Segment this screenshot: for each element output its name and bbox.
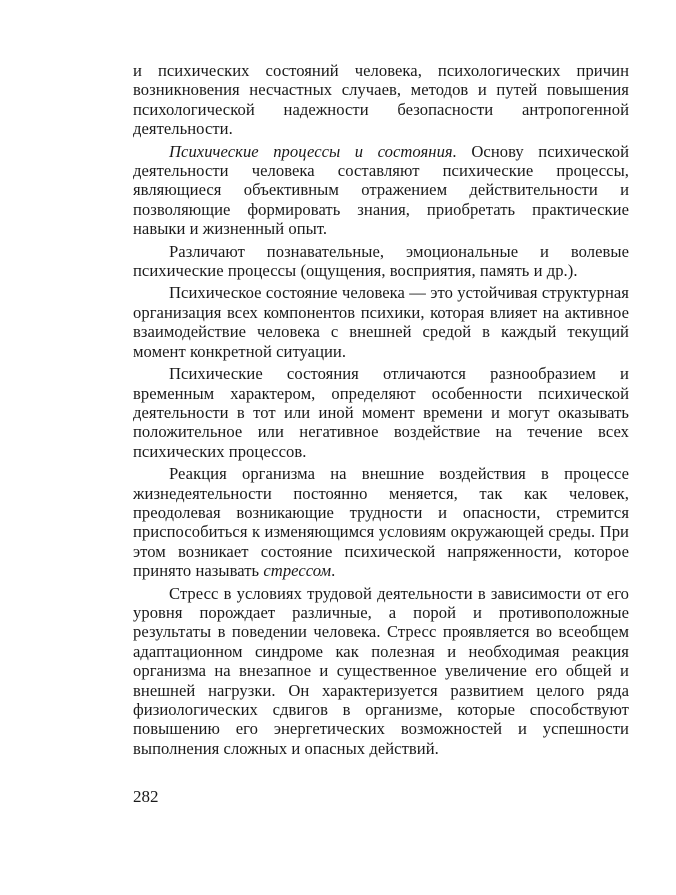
- paragraph-text: и психических состояний человека, психологических причин возникновения несчастных случаев, методов и путей повышения психологической надежности безопасности антропогенной деятельности.: [133, 61, 629, 139]
- paragraph-stress-effects: [133, 584, 629, 759]
- page-body: [133, 61, 629, 758]
- paragraph-psychic-processes: [133, 142, 629, 239]
- paragraph-end: .: [331, 561, 336, 581]
- paragraph-text: Психические состояния отличаются разнообразием и временным характером, определяют особенности психической деятельности в тот или иной момент времени и могут оказывать положительное или негативное воздействие на течение всех психических процессов.: [133, 364, 629, 461]
- paragraph-text: Стресс в условиях трудовой деятельности в зависимости от его уровня порождает различные, а порой и противоположные результаты в поведении человека. Стресс проявляется во всеобщем адаптационном синдроме как полезная и необходимая реакция организма на внезапное и существенное увеличение его общей и внешней нагрузки. Он характеризуется развитием целого ряда физиологических сдвигов в организме, которые способствуют повышению его энергетических возможностей и успешности выполнения сложных и опасных действий.: [133, 583, 629, 758]
- paragraph-stress-definition: [133, 464, 629, 580]
- paragraph-text: Психическое состояние человека — это устойчивая структурная организация всех компонентов психики, которая влияет на активное взаимодействие человека с внешней средой в каждый текущий момент конкретной ситуации.: [133, 283, 629, 361]
- paragraph-process-types: [133, 242, 629, 281]
- paragraph-psychic-state: [133, 283, 629, 361]
- stress-term-italic: стрессом: [263, 561, 332, 581]
- paragraph-text: Основу психической деятельности человека составляют психические процессы, являющиеся объективным отражением действительности и позволяющие формировать знания, приобретать практические навыки и жизненный опыт.: [133, 141, 629, 239]
- paragraph-continuation: [133, 61, 629, 139]
- section-heading-italic: Психические процессы и состояния.: [169, 141, 457, 161]
- paragraph-text: Различают познавательные, эмоциональные и волевые психические процессы (ощущения, восприятия, память и др.).: [133, 241, 629, 281]
- paragraph-state-features: [133, 364, 629, 461]
- page-number: 282: [133, 787, 159, 806]
- paragraph-text: Реакция организма на внешние воздействия в процессе жизнедеятельности постоянно меняется, так как человек, преодолевая возникающие трудности и опасности, стремится приспособиться к изменяющимся условиям окружающей среды. При этом возникает состояние психической напряженности, которое принято называть: [133, 464, 629, 581]
